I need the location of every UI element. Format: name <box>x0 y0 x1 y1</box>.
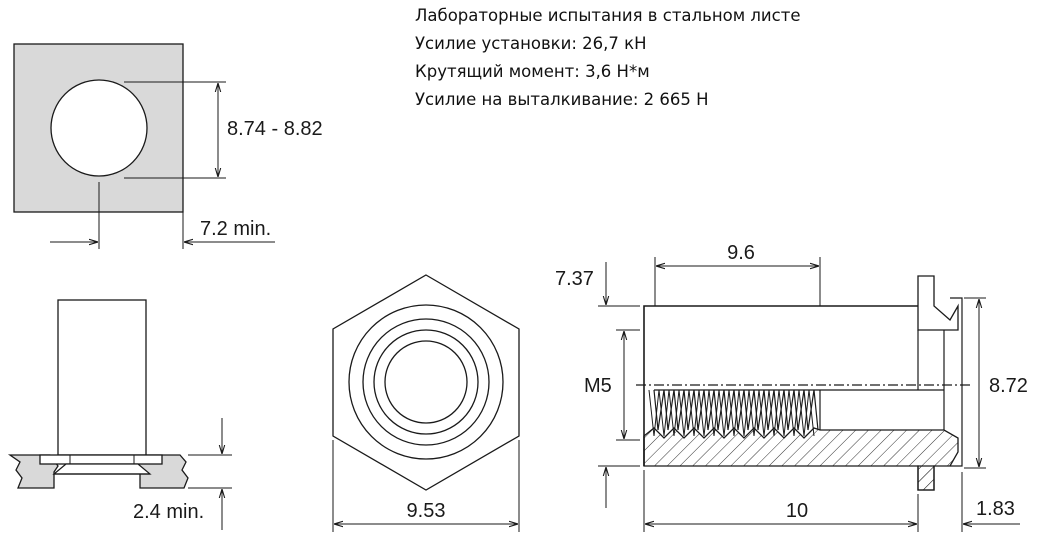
spec-block <box>415 6 801 109</box>
edge-distance-label: 7.2 min. <box>200 218 272 240</box>
shank-diameter-label: 7.37 <box>555 268 594 290</box>
hex-top-view <box>333 275 519 532</box>
mounting-hole-view <box>14 44 323 249</box>
head-height-label: 1.83 <box>976 498 1015 520</box>
spec-title: Лабораторные испытания в стальном листе <box>415 6 801 25</box>
hex-outline <box>333 275 519 490</box>
sheet-thickness-label: 2.4 min. <box>133 501 205 523</box>
spec-torque: Крутящий момент: 3,6 Н*м <box>415 62 650 81</box>
bore-length-label: 9.6 <box>727 242 755 264</box>
spec-install-force: Усилие установки: 26,7 кН <box>415 34 647 53</box>
fastener-shank <box>58 300 146 455</box>
thread-label: M5 <box>584 375 612 397</box>
mounting-hole <box>51 80 147 176</box>
spec-pushout-force: Усилие на выталкивание: 2 665 Н <box>415 90 709 109</box>
head-flange-lower <box>918 466 934 490</box>
hex-flats-label: 9.53 <box>406 500 446 522</box>
head-flange-upper <box>918 276 958 330</box>
section-hatch <box>644 428 958 490</box>
fastener-head <box>40 455 162 464</box>
fastener-undercut <box>54 464 150 474</box>
hole-diameter-label: 8.74 - 8.82 <box>227 118 323 140</box>
section-view <box>555 242 1028 532</box>
installed-side-view <box>10 300 232 530</box>
head-diameter-label: 8.72 <box>989 375 1028 397</box>
overall-length-label: 10 <box>785 500 809 522</box>
